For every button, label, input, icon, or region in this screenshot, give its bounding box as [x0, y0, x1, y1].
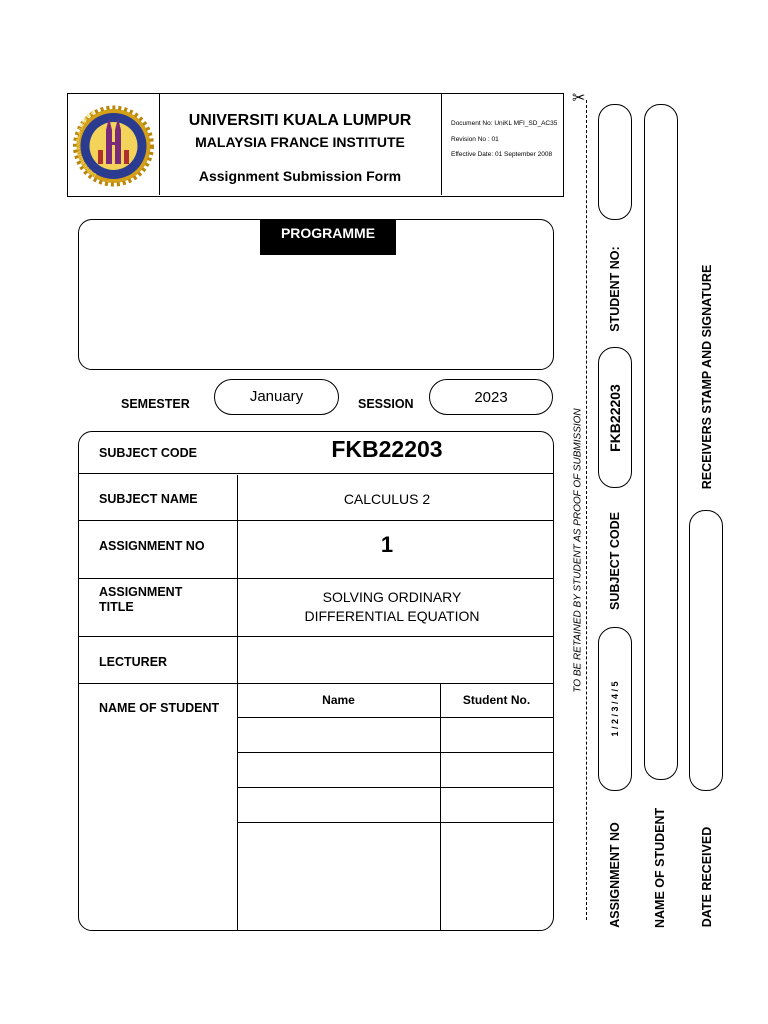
name-of-student-label: NAME OF STUDENT — [99, 701, 220, 715]
title-cell — [159, 94, 442, 195]
university-logo — [68, 94, 159, 195]
retain-note: TO BE RETAINED BY STUDENT AS PROOF OF SUBMISSION — [572, 408, 584, 693]
receivers-stamp-field[interactable] — [689, 510, 723, 791]
logo-cell — [68, 94, 160, 195]
cut-line — [586, 100, 587, 920]
student-name-field-2[interactable] — [239, 754, 439, 786]
student-no-field-3[interactable] — [442, 789, 552, 821]
session-label: SESSION — [358, 397, 414, 411]
student-no-field-2[interactable] — [442, 754, 552, 786]
subject-code-value[interactable]: FKB22203 — [331, 436, 443, 462]
assignment-details-table — [78, 431, 554, 931]
subject-name-label: SUBJECT NAME — [99, 492, 198, 506]
effective-date: Effective Date: 01 September 2008 — [451, 151, 553, 158]
lecturer-label: LECTURER — [99, 655, 168, 669]
session-value: 2023 — [474, 389, 508, 406]
document-info-cell — [441, 94, 563, 195]
name-of-student-slip-label: NAME OF STUDENT — [653, 807, 667, 928]
assignment-no-slip-label: ASSIGNMENT NO — [608, 822, 622, 928]
subject-code-label: SUBJECT CODE — [99, 446, 197, 460]
scissors-icon: ✂ — [572, 90, 586, 107]
programme-label: PROGRAMME — [260, 219, 396, 255]
semester-value: January — [249, 388, 304, 405]
form-title: Assignment Submission Form — [198, 168, 402, 184]
assignment-title-value-line2[interactable]: DIFFERENTIAL EQUATION — [304, 608, 480, 624]
revision-number: Revision No : 01 — [451, 136, 499, 143]
institute-name: MALAYSIA FRANCE INSTITUTE — [195, 134, 405, 150]
logo-ring-text: UNIVERSITI KUALA LUMPUR — [75, 109, 98, 178]
student-no-field-4[interactable] — [442, 824, 552, 928]
subject-code-slip-label: SUBJECT CODE — [608, 512, 622, 610]
column-header-student-no: Student No. — [462, 693, 531, 707]
session-field[interactable] — [429, 379, 553, 415]
semester-field[interactable] — [214, 379, 339, 415]
student-no-field-1[interactable] — [442, 719, 552, 751]
receivers-stamp-label: RECEIVERS STAMP AND SIGNATURE — [700, 264, 714, 490]
university-name: UNIVERSITI KUALA LUMPUR — [188, 112, 412, 129]
programme-box[interactable] — [78, 219, 554, 370]
student-no-slip-label: STUDENT NO: — [608, 246, 622, 332]
assignment-title-label-line2: TITLE — [99, 600, 134, 614]
assignment-no-options: 1 / 2 / 3 / 4 / 5 — [610, 681, 620, 737]
document-number: Document No: UniKL MFI_SD_AC35 — [451, 120, 558, 127]
assignment-no-label: ASSIGNMENT NO — [99, 539, 205, 553]
subject-name-value[interactable]: CALCULUS 2 — [343, 491, 431, 507]
student-no-slip-field[interactable] — [598, 104, 632, 220]
date-received-label: DATE RECEIVED — [700, 826, 714, 928]
subject-code-slip-value: FKB22203 — [607, 384, 623, 452]
student-name-field-1[interactable] — [239, 719, 439, 751]
column-header-name: Name — [322, 693, 355, 707]
student-name-field-4[interactable] — [239, 824, 439, 928]
form-header — [67, 93, 564, 197]
semester-label: SEMESTER — [121, 397, 190, 411]
student-name-field-3[interactable] — [239, 789, 439, 821]
assignment-title-value-line1[interactable]: SOLVING ORDINARY — [322, 589, 462, 605]
assignment-no-value[interactable]: 1 — [380, 532, 394, 557]
name-of-student-slip-field[interactable] — [644, 104, 678, 780]
assignment-title-label-line1: ASSIGNMENT — [99, 585, 183, 599]
